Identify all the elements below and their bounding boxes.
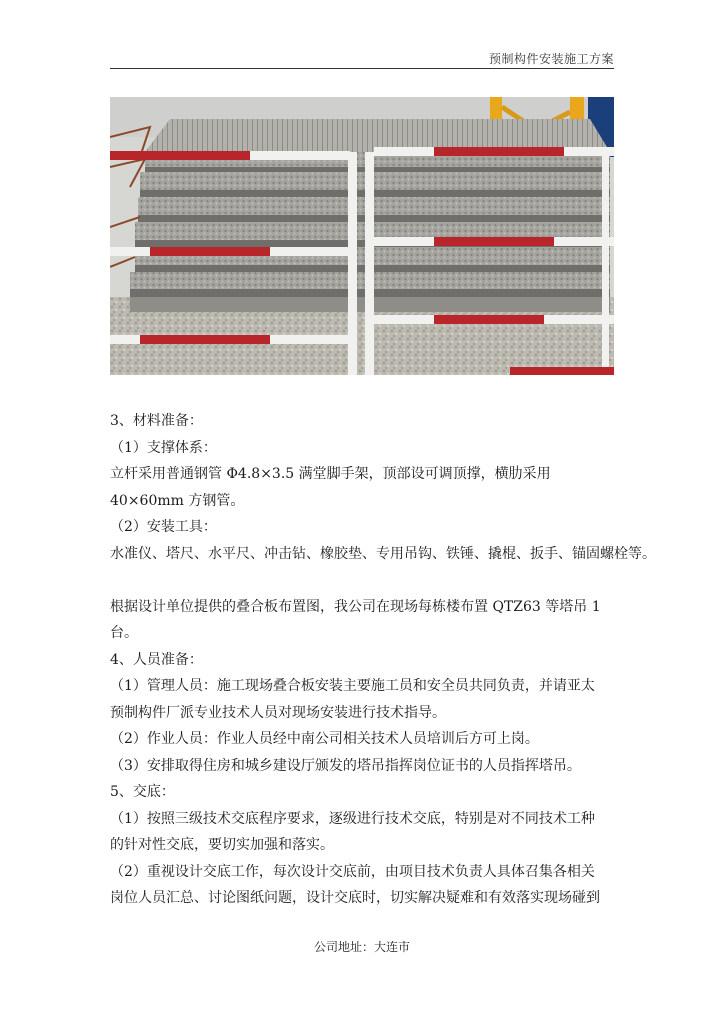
paragraph-line: 台。 bbox=[110, 625, 138, 641]
page-footer bbox=[0, 938, 724, 955]
photo-illustration bbox=[110, 97, 614, 375]
header-title: 预制构件安装施工方案 bbox=[488, 52, 614, 66]
paragraph-line: （1）按照三级技术交底程序要求，逐级进行技术交底，特别是对不同技术工种 bbox=[110, 810, 595, 827]
paragraph-line: 岗位人员汇总、讨论图纸问题，设计交底时，切实解决疑难和有效落实现场碰到 bbox=[110, 890, 600, 906]
support-system-heading: （1）支撑体系： bbox=[110, 439, 217, 456]
paragraph-line: 预制构件厂派专业技术人员对现场安装进行技术指导。 bbox=[110, 704, 446, 721]
section-4-heading: 4、人员准备： bbox=[110, 651, 203, 668]
paragraph-line: 40×60mm 方钢管。 bbox=[110, 492, 245, 509]
footer-address: 公司地址：大连市 bbox=[313, 940, 410, 954]
precast-slab-stack-photo bbox=[110, 97, 614, 375]
blank-line bbox=[110, 567, 630, 594]
section-5-heading: 5、交底： bbox=[110, 784, 175, 800]
paragraph-line: 的针对性交底，要切实加强和落实。 bbox=[110, 837, 334, 853]
page-header bbox=[110, 48, 614, 69]
install-tools-heading: （2）安装工具： bbox=[110, 519, 217, 535]
paragraph-line: 水准仪、塔尺、水平尺、冲击钻、橡胶垫、专用吊钩、铁锤、撬棍、扳手、锚固螺栓等。 bbox=[110, 545, 656, 562]
document-body bbox=[110, 408, 656, 912]
paragraph-line: 立杆采用普通钢管 Φ4.8×3.5 满堂脚手架，顶部设可调顶撑，横肋采用 bbox=[110, 466, 551, 482]
section-3-heading: 3、材料准备： bbox=[110, 413, 203, 429]
paragraph-line: （1）管理人员：施工现场叠合板安装主要施工员和安全员共同负责，并请亚太 bbox=[110, 678, 595, 694]
paragraph-line: （3）安排取得住房和城乡建设厅颁发的塔吊指挥岗位证书的人员指挥塔吊。 bbox=[110, 757, 581, 774]
paragraph-line: 根据设计单位提供的叠合板布置图，我公司在现场每栋楼布置 QTZ63 等塔吊 1 bbox=[110, 598, 601, 615]
paragraph-line: （2）作业人员：作业人员经中南公司相关技术人员培训后方可上岗。 bbox=[110, 731, 539, 747]
paragraph-line: （2）重视设计交底工作，每次设计交底前，由项目技术负责人具体召集各相关 bbox=[110, 863, 595, 880]
